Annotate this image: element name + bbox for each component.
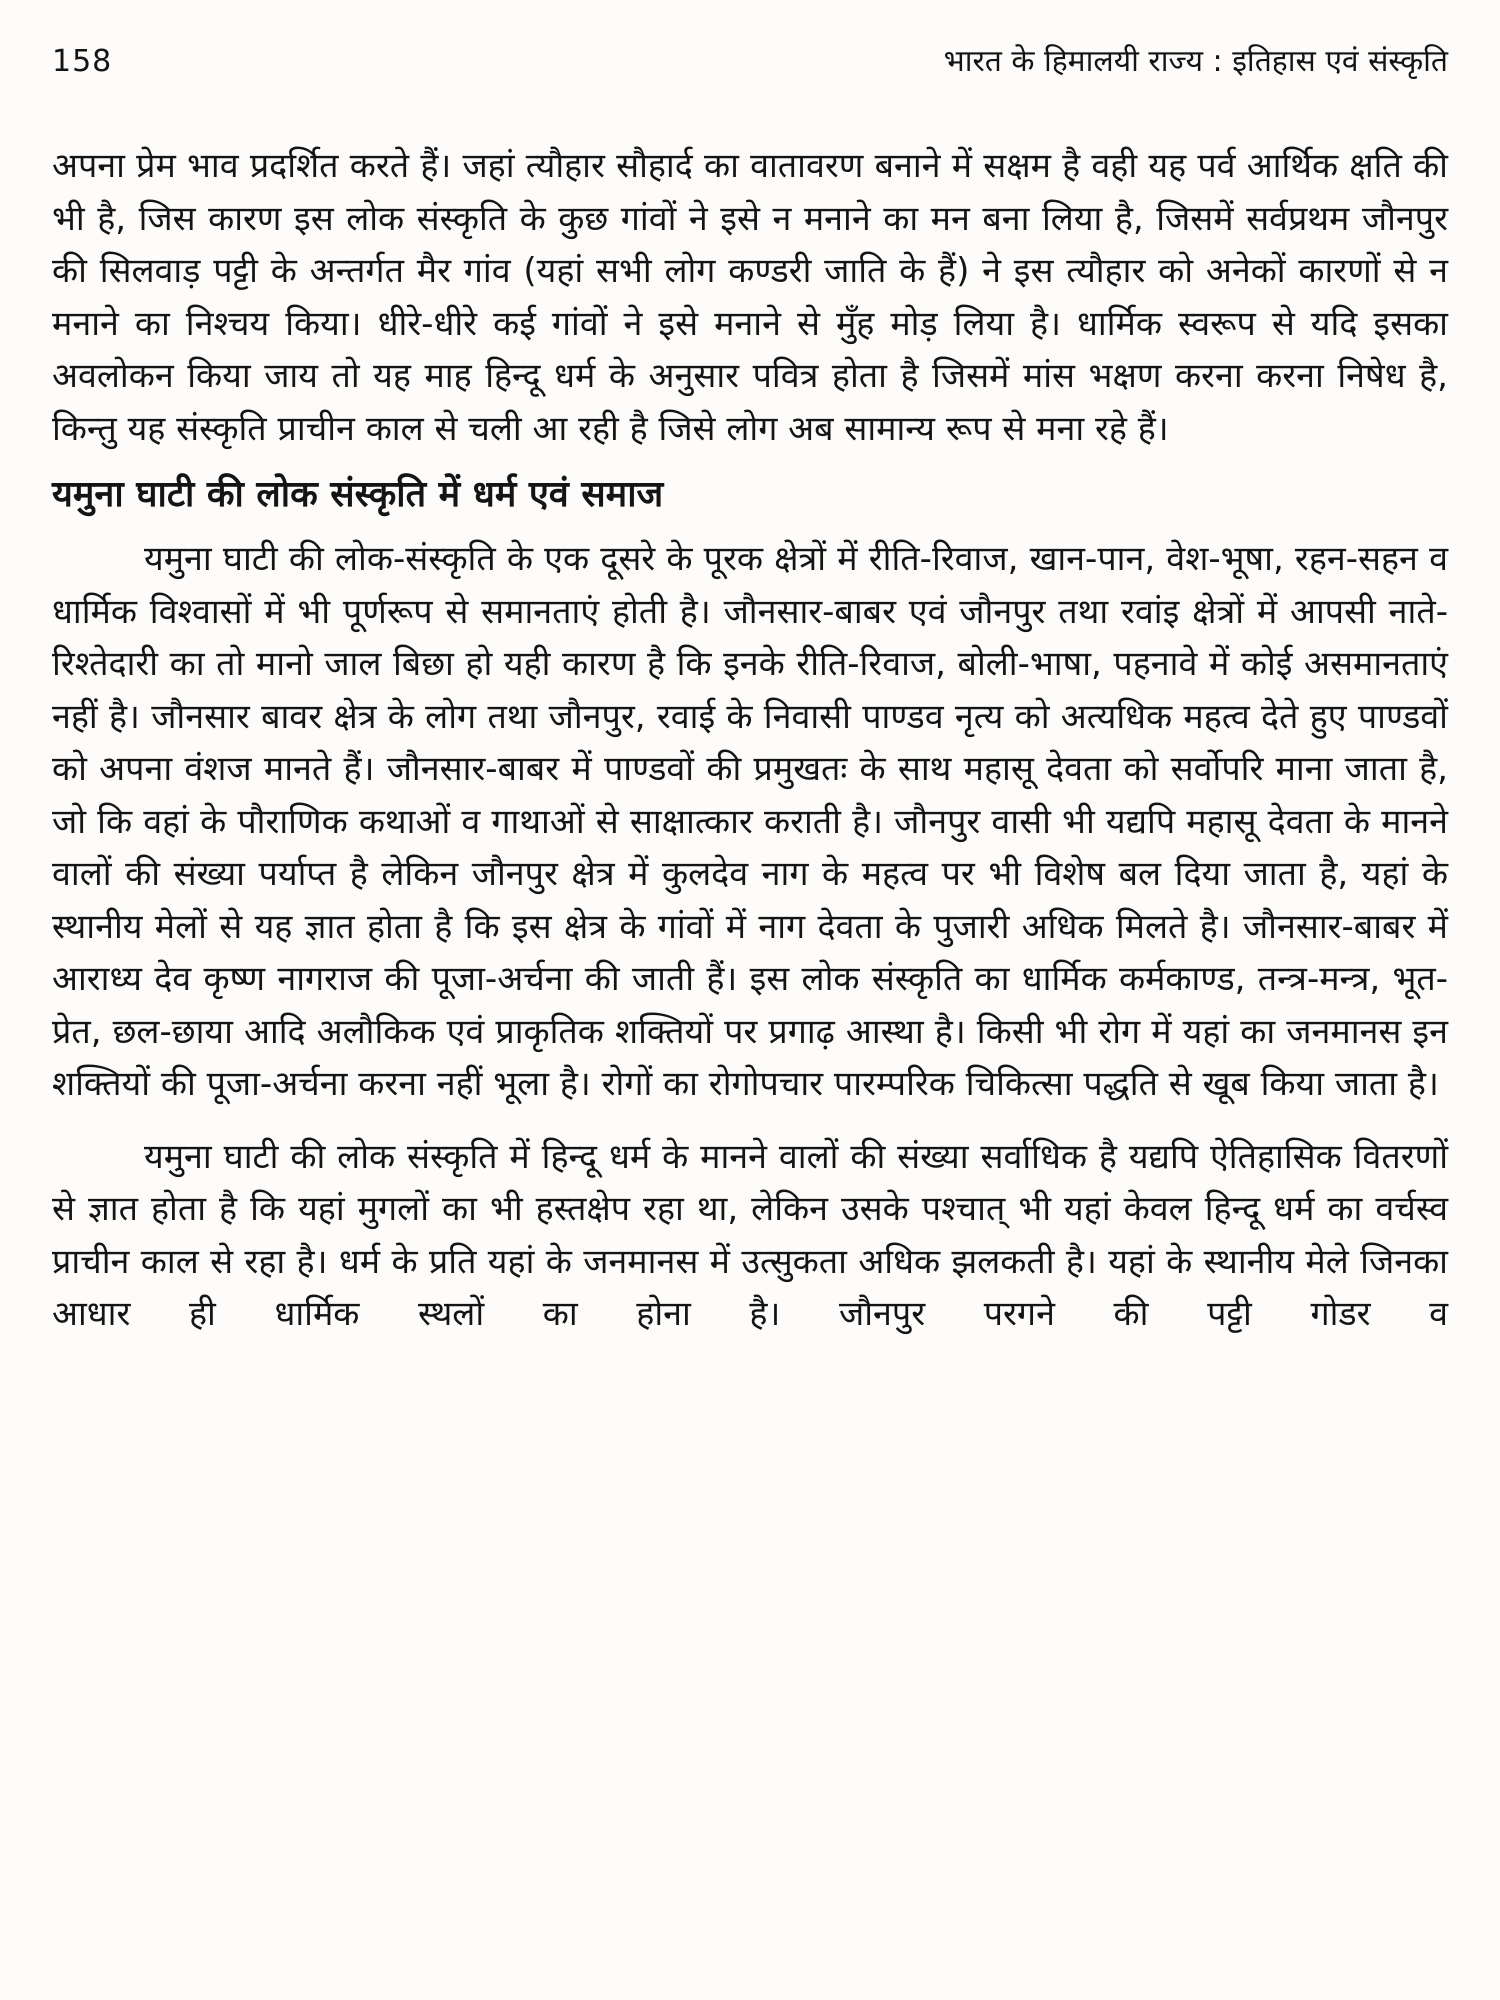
page-header <box>52 42 1448 82</box>
section-heading: यमुना घाटी की लोक संस्कृति में धर्म एवं समाज <box>52 474 664 515</box>
paragraph-continued: अपना प्रेम भाव प्रदर्शित करते हैं। जहां त्यौहार सौहार्द का वातावरण बनाने में सक्षम है वही यह पर्व आर्थिक क्षति की भी है, जिस कारण इस लोक संस्कृति के कुछ गांवों ने इसे न मनाने का मन बना लिया है, जिसमें सर्वप्रथम जौनपुर की सिलवाड़ पट्टी के अन्तर्गत मैर गांव (यहां सभी लोग कण्डरी जाति के हैं) ने इस त्यौहार को अनेकों कारणों से न मनाने का निश्चय किया। धीरे-धीरे कई गांवों ने इसे मनाने से मुँह मोड़ लिया है। धार्मिक स्वरूप से यदि इसका अवलोकन किया जाय तो यह माह हिन्दू धर्म के अनुसार पवित्र होता है जिसमें मांस भक्षण करना करना निषेध है, किन्तु यह संस्कृति प्राचीन काल से चली आ रही है जिसे लोग अब सामान्य रूप से मना रहे हैं। <box>52 146 1448 449</box>
paragraph-religion-society: यमुना घाटी की लोक-संस्कृति के एक दूसरे के पूरक क्षेत्रों में रीति-रिवाज, खान-पान, वेश-भूषा, रहन-सहन व धार्मिक विश्वासों में भी पूर्णरूप से समानताएं होती है। जौनसार-बाबर एवं जौनपुर तथा रवांइ क्षेत्रों में आपसी नाते-रिश्तेदारी का तो मानो जाल बिछा हो यही कारण है कि इनके रीति-रिवाज, बोली-भाषा, पहनावे में कोई असमानताएं नहीं है। जौनसार बावर क्षेत्र के लोग तथा जौनपुर, रवाई के निवासी पाण्डव नृत्य को अत्यधिक महत्व देते हुए पाण्डवों को अपना वंशज मानते हैं। जौनसार-बाबर में पाण्डवों की प्रमुखतः के साथ महासू देवता को सर्वोपरि माना जाता है, जो कि वहां के पौराणिक कथाओं व गाथाओं से साक्षात्कार कराती है। जौनपुर वासी भी यद्यपि महासू देवता के मानने वालों की संख्या पर्याप्त है लेकिन जौनपुर क्षेत्र में कुलदेव नाग के महत्व पर भी विशेष बल दिया जाता है, यहां के स्थानीय मेलों से यह ज्ञात होता है कि इस क्षेत्र के गांवों में नाग देवता के पुजारी अधिक मिलते है। जौनसार-बाबर में आराध्य देव कृष्ण नागराज की पूजा-अर्चना की जाती हैं। इस लोक संस्कृति का धार्मिक कर्मकाण्ड, तन्त्र-मन्त्र, भूत-प्रेत, छल-छाया आदि अलौकिक एवं प्राकृतिक शक्तियों पर प्रगाढ़ आस्था है। किसी भी रोग में यहां का जनमानस इन शक्तियों की पूजा-अर्चना करना नहीं भूला है। रोगों का रोगोपचार पारम्परिक चिकित्सा पद्धति से खूब किया जाता है। <box>52 539 1448 1104</box>
page-body <box>52 140 1448 1341</box>
page-number: 158 <box>52 44 113 79</box>
running-title: भारत के हिमालयी राज्य : इतिहास एवं संस्कृति <box>943 44 1448 79</box>
paragraph-gap <box>52 1111 1448 1131</box>
paragraph-hindu-dharma: यमुना घाटी की लोक संस्कृति में हिन्दू धर्म के मानने वालों की संख्या सर्वाधिक है यद्यपि ऐतिहासिक वितरणों से ज्ञात होता है कि यहां मुगलों का भी हस्तक्षेप रहा था, लेकिन उसके पश्चात् भी यहां केवल हिन्दू धर्म का वर्चस्व प्राचीन काल से रहा है। धर्म के प्रति यहां के जनमानस में उत्सुकता अधिक झलकती है। यहां के स्थानीय मेले जिनका आधार ही धार्मिक स्थलों का होना है। जौनपुर परगने की पट्टी गोडर व <box>52 1136 1448 1334</box>
